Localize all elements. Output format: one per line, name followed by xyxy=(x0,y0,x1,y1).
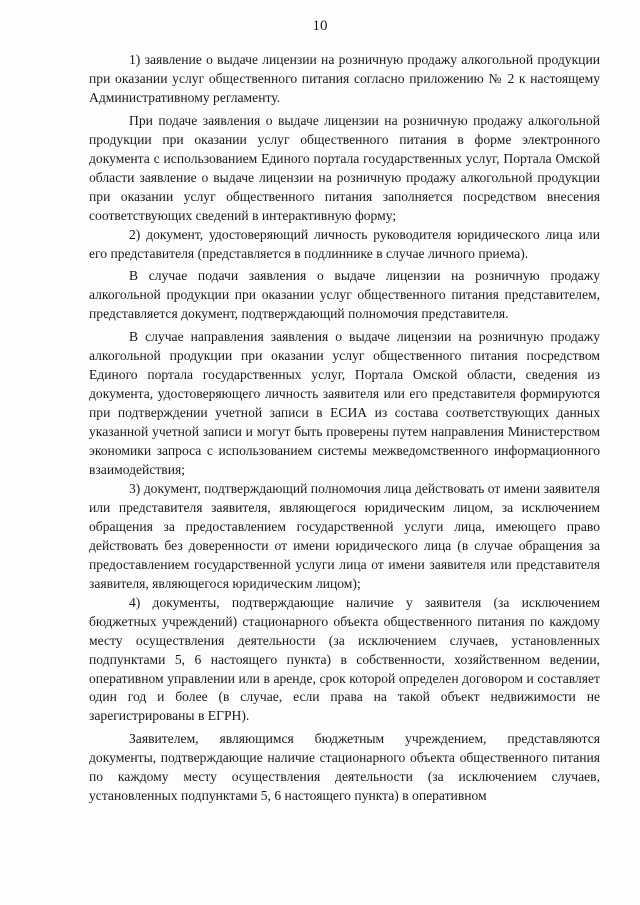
paragraph-3-identity-document: 2) документ, удостоверяющий личность руководителя юридического лица или его представителя (представляется в подлиннике в случае личного приема). xyxy=(89,226,600,261)
paragraph-6-authority-document: 3) документ, подтверждающий полномочия лица действовать от имени заявителя или представителя заявителя, являющегося юридическим лицом, за исключением обращения за предоставлением государственной услуги лица, имеющего право действовать без доверенности от имени юридического лица (в случае обращения за предоставлением государственной услуги лица от имени заявителя или представителя заявителя, являющегося юридическим лицом); xyxy=(89,480,600,591)
paragraph-1-application: 1) заявление о выдаче лицензии на розничную продажу алкогольной продукции при оказании услуг общественного питания согласно приложению № 2 к настоящему Административному регламенту. xyxy=(89,52,600,105)
paragraph-4-representative: В случае подачи заявления о выдаче лицензии на розничную продажу алкогольной продукции при оказании услуг общественного питания представителем, представляется документ, подтверждающий полномочия представителя. xyxy=(89,268,600,322)
paragraph-8-budget-institution: Заявителем, являющимся бюджетным учреждением, представляются документы, подтверждающие наличие стационарного объекта общественного питания по каждому месту осуществления деятельности (за исключением случаев, установленных подпунктами 5, 6 настоящего пункта) в оперативном xyxy=(89,731,600,804)
paragraph-5-esia: В случае направления заявления о выдаче лицензии на розничную продажу алкогольной продукции при оказании услуг общественного питания посредством Единого портала государственных услуг, Портала Омской области, сведения из документа, удостоверяющего личность заявителя или его представителя формируются при подтверждении учетной записи в ЕСИА из состава соответствующих данных указанной учетной записи и могут быть проверены путем направления Министерством экономики запроса с использованием системы межведомственного информационного взаимодействия; xyxy=(89,329,600,478)
page-number: 10 xyxy=(312,18,328,34)
paragraph-7-ownership-documents: 4) документы, подтверждающие наличие у заявителя (за исключением бюджетных учреждений) стационарного объекта общественного питания по каждому месту осуществления деятельности (за исключением случаев, установленных подпунктами 5, 6 настоящего пункта) в собственности, хозяйственном ведении, оперативном управлении или в аренде, срок которой определен договором и составляет один год и более (в случае, если права на такой объект недвижимости не зарегистрированы в ЕГРН). xyxy=(89,594,600,724)
paragraph-2-electronic-submission: При подаче заявления о выдаче лицензии на розничную продажу алкогольной продукции при оказании услуг общественного питания в форме электронного документа с использованием Единого портала государственных услуг, Портала Омской области заявление о выдаче лицензии на розничную продажу алкогольной продукции при оказании услуг общественного питания заполняется посредством внесения соответствующих сведений в интерактивную форму; xyxy=(89,112,600,223)
document-body xyxy=(89,51,600,806)
